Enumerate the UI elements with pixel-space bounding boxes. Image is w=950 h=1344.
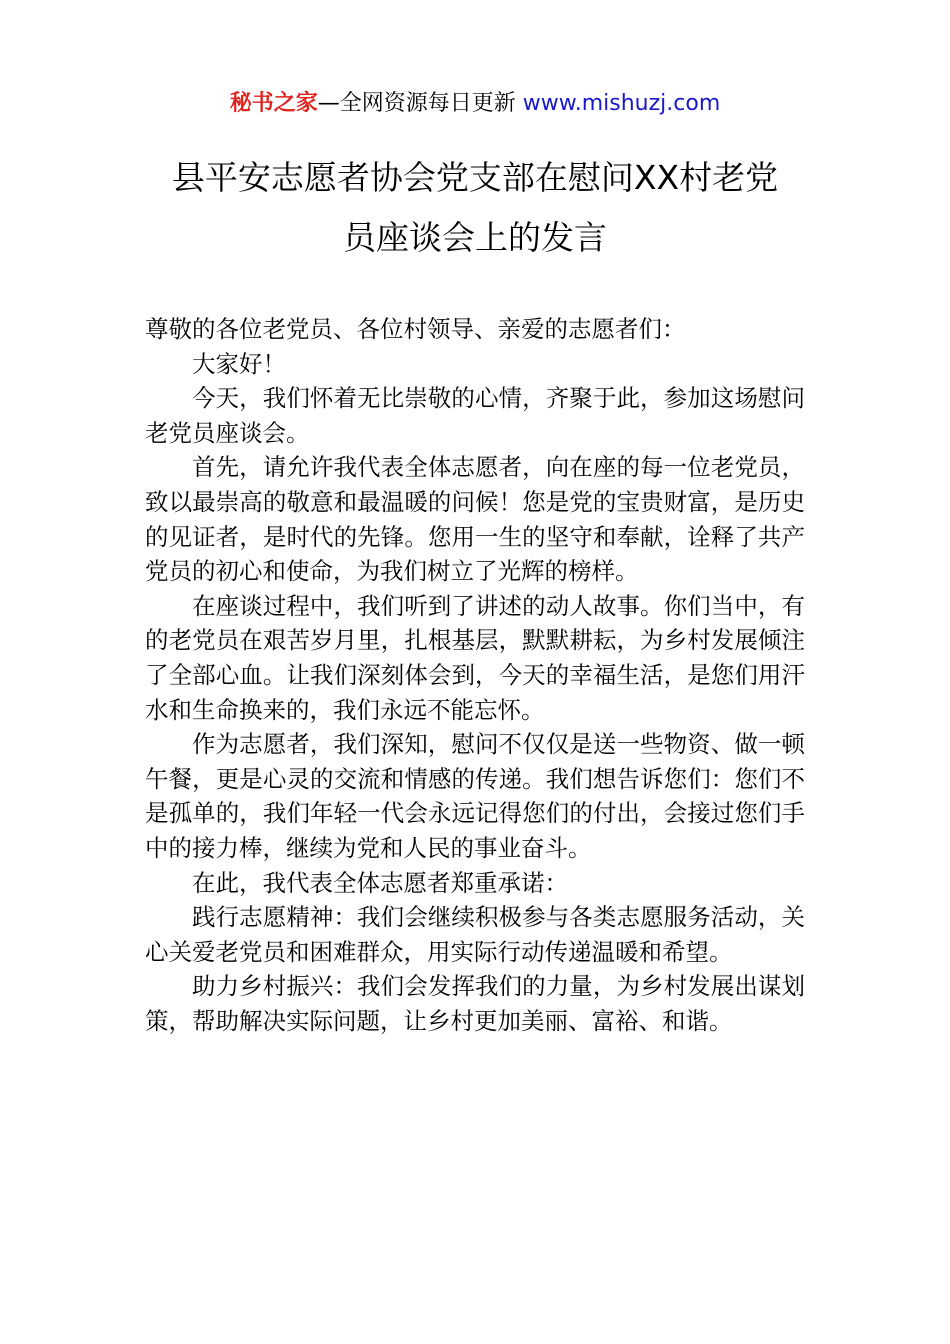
title-line-1: 县平安志愿者协会党支部在慰问XX村老党 xyxy=(171,158,779,197)
body-paragraph: 今天，我们怀着无比崇敬的心情，齐聚于此，参加这场慰问老党员座谈会。 xyxy=(145,384,805,447)
site-header xyxy=(0,88,950,120)
title-line-2: 员座谈会上的发言 xyxy=(343,218,607,257)
body-paragraph: 首先，请允许我代表全体志愿者，向在座的每一位老党员，致以最崇高的敬意和最温暖的问候！您是党的宝贵财富，是历史的见证者，是时代的先锋。您用一生的坚守和奉献，诠释了共产党员的初心和使命，为我们树立了光辉的榜样。 xyxy=(145,453,805,586)
document-title xyxy=(120,148,830,268)
site-url[interactable]: www.mishuzj.com xyxy=(522,91,721,116)
body-paragraph: 作为志愿者，我们深知，慰问不仅仅是送一些物资、做一顿午餐，更是心灵的交流和情感的传递。我们想告诉您们：您们不是孤单的，我们年轻一代会永远记得您们的付出，会接过您们手中的接力棒，继续为党和人民的事业奋斗。 xyxy=(145,730,805,862)
body-paragraph: 在此，我代表全体志愿者郑重承诺： xyxy=(192,868,568,897)
brand-name: 秘书之家 xyxy=(229,91,318,116)
greeting-paragraph: 大家好！ xyxy=(192,349,286,378)
document-body xyxy=(145,312,805,1038)
body-paragraph: 践行志愿精神：我们会继续积极参与各类志愿服务活动，关心关爱老党员和困难群众，用实际行动传递温暖和希望。 xyxy=(145,903,805,966)
body-paragraph: 在座谈过程中，我们听到了讲述的动人故事。你们当中，有的老党员在艰苦岁月里，扎根基层，默默耕耘，为乡村发展倾注了全部心血。让我们深刻体会到，今天的幸福生活，是您们用汗水和生命换来的，我们永远不能忘怀。 xyxy=(145,591,805,724)
body-paragraph: 助力乡村振兴：我们会发挥我们的力量，为乡村发展出谋划策，帮助解决实际问题，让乡村更加美丽、富裕、和谐。 xyxy=(145,972,805,1035)
header-tagline: —全网资源每日更新 xyxy=(317,91,523,116)
salutation: 尊敬的各位老党员、各位村领导、亲爱的志愿者们： xyxy=(145,315,686,343)
